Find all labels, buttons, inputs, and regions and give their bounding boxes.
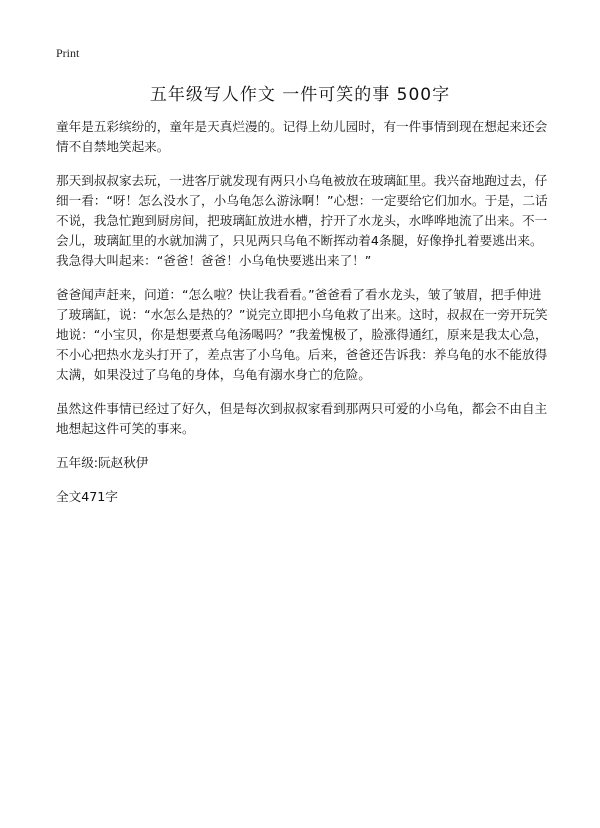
paragraph-story: 那天到叔叔家去玩，一进客厅就发现有两只小乌龟被放在玻璃缸里。我兴奋地跑过去，仔细一看：“呀！怎么没水了，小乌龟怎么游泳啊！”心想：一定要给它们加水。于是，二话不说，我急忙跑到厨房间，把玻璃缸放进水槽，拧开了水龙头，水哗哗地流了出来。不一会儿，玻璃缸里的水就加满了，只见两只乌龟不断挥动着4条腿，好像挣扎着要逃出来。我急得大叫起来：“爸爸！爸爸！小乌龟快要逃出来了！” xyxy=(56,173,548,268)
author-line: 五年级:阮赵秋伊 xyxy=(56,455,149,470)
print-link[interactable]: Print xyxy=(56,46,80,60)
paragraph-intro: 童年是五彩缤纷的，童年是天真烂漫的。记得上幼儿园时，有一件事情到现在想起来还会情不自禁地笑起来。 xyxy=(56,119,548,154)
word-count: 全文471字 xyxy=(56,489,118,504)
paragraph-dad: 爸爸闻声赶来，问道：“怎么啦？快让我看看。”爸爸看了看水龙头，皱了皱眉，把手伸进了玻璃缸，说：“水怎么是热的？”说完立即把小乌龟救了出来。这时，叔叔在一旁开玩笑地说：“小宝贝，你是想要煮乌龟汤喝吗？”我羞愧极了，脸涨得通红，原来是我太心急，不小心把热水龙头打开了，差点害了小乌龟。后来，爸爸还告诉我：养乌龟的水不能放得太满，如果没过了乌龟的身体，乌龟有溺水身亡的危险。 xyxy=(56,287,548,382)
article-title: 五年级写人作文 一件可笑的事 500字 xyxy=(149,85,451,105)
paragraph-ending: 虽然这件事情已经过了好久，但是每次到叔叔家看到那两只可爱的小乌龟，都会不由自主地想起这件可笑的事来。 xyxy=(56,401,548,436)
article-body xyxy=(56,117,548,521)
